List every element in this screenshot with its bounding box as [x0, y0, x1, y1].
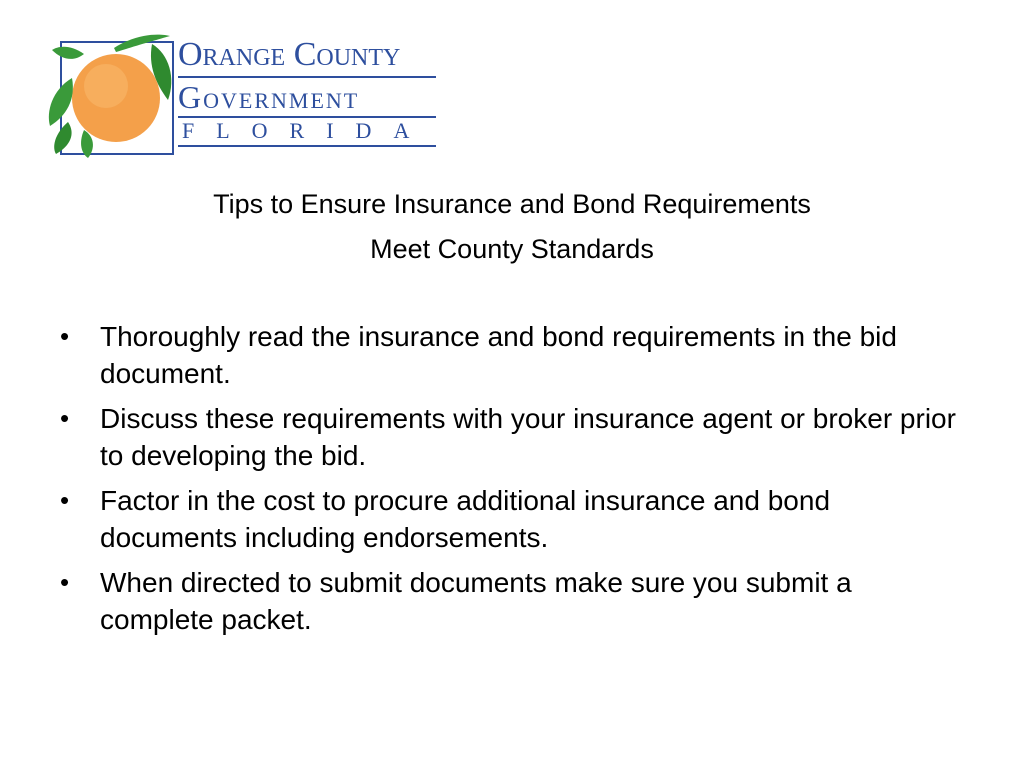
bullet-marker: •: [60, 321, 70, 351]
bullet-marker: •: [60, 485, 70, 515]
logo-line-orange-county: Orange County: [178, 36, 401, 73]
bullet-text: Discuss these requirements with your insurance agent or broker prior to developing the bid.: [100, 403, 956, 471]
slide-title-line-1: Tips to Ensure Insurance and Bond Requirements: [213, 189, 811, 219]
logo-line-government: Government: [178, 79, 360, 115]
bullet-text: Thoroughly read the insurance and bond requirements in the bid document.: [100, 321, 897, 389]
logo-divider: [178, 76, 436, 78]
slide-title-line-2: Meet County Standards: [370, 234, 654, 264]
bullet-text: When directed to submit documents make sure you submit a complete packet.: [100, 567, 852, 635]
bullet-marker: •: [60, 567, 70, 597]
bullet-list: [60, 318, 960, 646]
logo-line-florida: FLORIDA: [182, 118, 432, 143]
bullet-item: [60, 482, 960, 556]
logo-wordmark: [178, 36, 436, 147]
logo-divider: [178, 145, 436, 147]
bullet-marker: •: [60, 403, 70, 433]
bullet-text: Factor in the cost to procure additional insurance and bond documents including endorsements.: [100, 485, 831, 553]
bullet-item: [60, 318, 960, 392]
bullet-item: [60, 400, 960, 474]
slide-title: [0, 182, 1024, 272]
bullet-item: [60, 564, 960, 638]
orange-fruit-icon: [44, 30, 179, 158]
orange-county-logo: [44, 30, 439, 158]
